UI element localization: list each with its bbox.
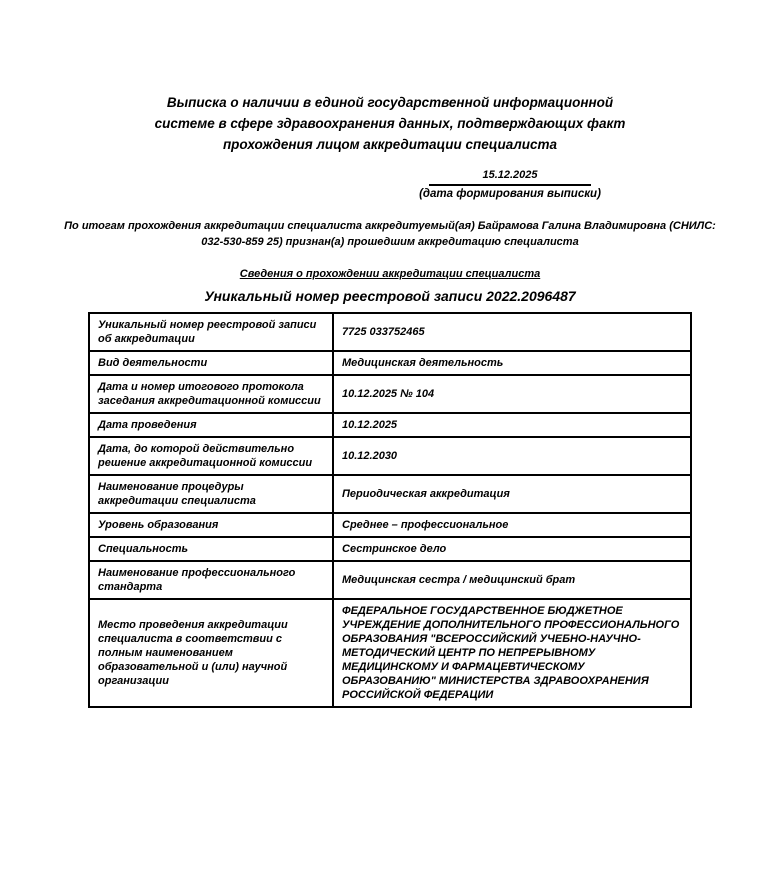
field-value: 10.12.2025	[333, 413, 691, 437]
section-heading: Сведения о прохождении аккредитации специалиста	[239, 268, 541, 280]
field-label: Место проведения аккредитации специалиста в соответствии с полным наименованием образовательной и (или) научной организации	[89, 599, 333, 707]
registry-number-subheading: Уникальный номер реестровой записи 2022.2096487	[204, 288, 576, 304]
accreditation-table	[88, 312, 692, 708]
field-value: Сестринское дело	[333, 537, 691, 561]
table-row	[89, 437, 691, 475]
field-label: Специальность	[89, 537, 333, 561]
field-label: Дата, до которой действительно решение аккредитационной комиссии	[89, 437, 333, 475]
table-row	[89, 351, 691, 375]
table-row	[89, 561, 691, 599]
field-value: ФЕДЕРАЛЬНОЕ ГОСУДАРСТВЕННОЕ БЮДЖЕТНОЕ УЧРЕЖДЕНИЕ ДОПОЛНИТЕЛЬНОГО ПРОФЕССИОНАЛЬНОГО ОБРАЗОВАНИЯ "ВСЕРОССИЙСКИЙ УЧЕБНО-НАУЧНО-МЕТОДИЧЕСКИЙ ЦЕНТР ПО НЕПРЕРЫВНОМУ МЕДИЦИНСКОМУ И ФАРМАЦЕВТИЧЕСКОМУ ОБРАЗОВАНИЮ" МИНИСТЕРСТВА ЗДРАВООХРАНЕНИЯ РОССИЙСКОЙ ФЕДЕРАЦИИ	[333, 599, 691, 707]
field-value: 10.12.2030	[333, 437, 691, 475]
document-title-line-2: системе в сфере здравоохранения данных, подтверждающих факт	[154, 116, 626, 131]
field-value: Среднее – профессиональное	[333, 513, 691, 537]
field-label: Вид деятельности	[89, 351, 333, 375]
table-row	[89, 599, 691, 707]
field-label: Уникальный номер реестровой записи об аккредитации	[89, 313, 333, 351]
table-row	[89, 513, 691, 537]
field-value: 10.12.2025 № 104	[333, 375, 691, 413]
field-label: Дата проведения	[89, 413, 333, 437]
table-row	[89, 375, 691, 413]
field-value: Медицинская деятельность	[333, 351, 691, 375]
extract-date-block	[412, 165, 608, 201]
intro-paragraph	[40, 218, 740, 250]
document-title-line-3: прохождения лицом аккредитации специалиста	[222, 137, 558, 152]
field-value: Медицинская сестра / медицинский брат	[333, 561, 691, 599]
field-label: Наименование процедуры аккредитации специалиста	[89, 475, 333, 513]
field-label: Наименование профессионального стандарта	[89, 561, 333, 599]
extract-date-caption: (дата формирования выписки)	[419, 188, 601, 200]
extract-date-value: 15.12.2025	[429, 168, 591, 186]
field-label: Уровень образования	[89, 513, 333, 537]
intro-paragraph-line-2: 032-530-859 25) признан(а) прошедшим аккредитацию специалиста	[201, 236, 579, 248]
intro-paragraph-line-1: По итогам прохождения аккредитации специалиста аккредитуемый(ая) Байрамова Галина Владимировна (СНИЛС:	[64, 220, 716, 232]
table-row	[89, 537, 691, 561]
document-title	[0, 92, 780, 155]
table-row	[89, 475, 691, 513]
table-row	[89, 313, 691, 351]
field-value: Периодическая аккредитация	[333, 475, 691, 513]
table-row	[89, 413, 691, 437]
field-value: 7725 033752465	[333, 313, 691, 351]
document-title-line-1: Выписка о наличии в единой государственной информационной	[166, 95, 614, 110]
field-label: Дата и номер итогового протокола заседания аккредитационной комиссии	[89, 375, 333, 413]
